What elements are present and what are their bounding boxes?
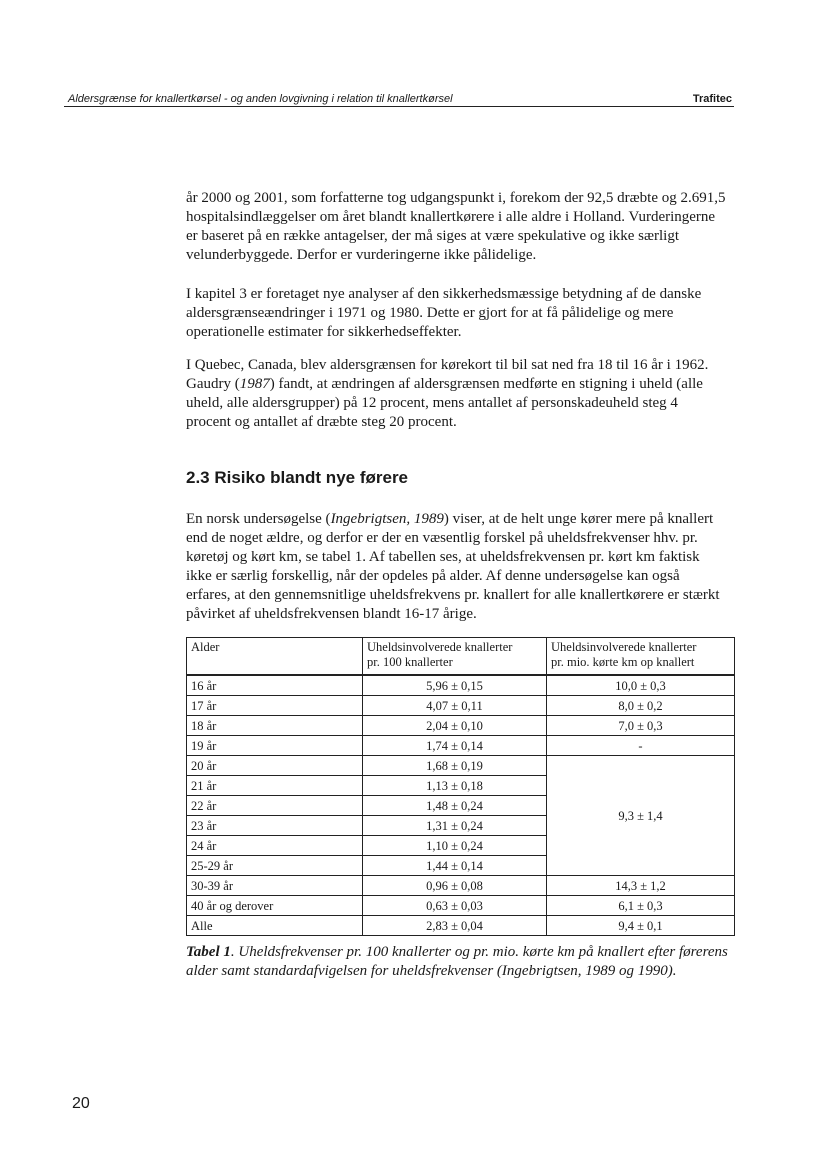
table-caption [186, 943, 731, 981]
table-row [187, 876, 735, 896]
paragraph-4-part-b: ) viser, at de helt unge kører mere på knallert end de noget ældre, og derfor er der en væsentlig forskel på uheldsfrekvenser hhv. pr. køretøj og kørt km, se tabel 1. Af tabellen ses, at uheldsfrekvensen pr. kørt km faktisk ikke er særlig forskellig, når der opdeles på alder. Af denne undersøgelse kan også erfares, at den gennemsnitlige uheldsfrekvens pr. knallert for alle knallertkørere er stærkt påvirket af uheldsfrekvensen blandt 16-17 årige. [186, 511, 720, 622]
cell-per-100: 1,10 ± 0,24 [363, 836, 547, 856]
table-row [187, 896, 735, 916]
header-per-mio-line2: pr. mio. kørte km op knallert [551, 655, 695, 669]
cell-per-100: 1,48 ± 0,24 [363, 796, 547, 816]
cell-per-100: 1,74 ± 0,14 [363, 736, 547, 756]
paragraph-3-text [186, 356, 726, 432]
paragraph-3-citation: 1987 [239, 376, 270, 392]
cell-per-100: 2,04 ± 0,10 [363, 716, 547, 736]
cell-age: 23 år [187, 816, 363, 836]
cell-per-mio: 10,0 ± 0,3 [547, 675, 735, 696]
cell-per-100: 1,13 ± 0,18 [363, 776, 547, 796]
cell-age: 16 år [187, 675, 363, 696]
header-publisher: Trafitec [692, 93, 732, 105]
paragraph-4 [186, 510, 726, 624]
cell-per-100: 1,44 ± 0,14 [363, 856, 547, 876]
cell-per-100: 1,31 ± 0,24 [363, 816, 547, 836]
cell-per-100: 2,83 ± 0,04 [363, 916, 547, 936]
cell-age: 19 år [187, 736, 363, 756]
cell-per-100: 0,63 ± 0,03 [363, 896, 547, 916]
cell-age: Alle [187, 916, 363, 936]
header-per-100-line1: Uheldsinvolverede knallerter [367, 640, 513, 654]
header-per-mio-km [547, 638, 735, 676]
cell-per-100: 1,68 ± 0,19 [363, 756, 547, 776]
cell-per-mio: 14,3 ± 1,2 [547, 876, 735, 896]
cell-per-100: 5,96 ± 0,15 [363, 675, 547, 696]
paragraph-3-part-a: I Quebec, Canada, blev aldersgrænsen for kørekort til bil sat ned fra 18 til 16 år i 1962. Gaudry ( [186, 357, 709, 392]
header-age: Alder [187, 638, 363, 676]
cell-per-mio: 8,0 ± 0,2 [547, 696, 735, 716]
table-row [187, 696, 735, 716]
cell-age: 22 år [187, 796, 363, 816]
header-per-100-line2: pr. 100 knallerter [367, 655, 453, 669]
table-row [187, 716, 735, 736]
caption-text: . Uheldsfrekvenser pr. 100 knallerter og pr. mio. kørte km på knallert efter førerens alder samt standardafvigelsen for uheldsfrekvenser (Ingebrigtsen, 1989 og 1990). [186, 944, 728, 979]
cell-per-100: 4,07 ± 0,11 [363, 696, 547, 716]
section-heading: 2.3 Risiko blandt nye førere [186, 468, 409, 487]
paragraph-1-text: år 2000 og 2001, som forfatterne tog udgangspunkt i, forekom der 92,5 dræbte og 2.691,5 hospitalsindlæggelser om året blandt knallertkørere i alle aldre i Holland. Vurderingerne er baseret på en række antagelser, der må siges at være spekulative og ikke særligt velunderbyggede. Derfor er vurderingerne ikke pålidelige. [186, 190, 726, 263]
table-row [187, 736, 735, 756]
table-row [187, 916, 735, 936]
table-row [187, 756, 735, 776]
page-number: 20 [72, 1095, 90, 1112]
cell-per-mio: - [547, 736, 735, 756]
cell-age: 20 år [187, 756, 363, 776]
accident-frequency-table [186, 637, 735, 936]
cell-per-mio: 6,1 ± 0,3 [547, 896, 735, 916]
cell-age: 21 år [187, 776, 363, 796]
paragraph-3-part-b: ) fandt, at ændringen af aldersgrænsen medførte en stigning i uheld (alle uheld, alle aldersgrupper) på 12 procent, mens antallet af personskadeuheld steg 4 procent og antallet af dræbte steg 20 procent. [186, 376, 703, 430]
cell-per-mio: 7,0 ± 0,3 [547, 716, 735, 736]
cell-per-mio: 9,4 ± 0,1 [547, 916, 735, 936]
header-per-mio-line1: Uheldsinvolverede knallerter [551, 640, 697, 654]
paragraph-4-citation: Ingebrigtsen, 1989 [330, 511, 444, 527]
caption-label: Tabel 1 [186, 944, 231, 960]
paragraph-2-text: I kapitel 3 er foretaget nye analyser af den sikkerhedsmæssige betydning af de danske aldersgrænseændringer i 1971 og 1980. Dette er gjort for at få pålidelige og mere operationelle estimater for sikkerhedseffekter. [186, 286, 702, 340]
paragraph-4-text [186, 510, 726, 624]
cell-age: 17 år [187, 696, 363, 716]
paragraph-2 [186, 285, 726, 342]
cell-age: 25-29 år [187, 856, 363, 876]
paragraph-3 [186, 356, 726, 432]
cell-per-100: 0,96 ± 0,08 [363, 876, 547, 896]
paragraph-4-part-a: En norsk undersøgelse ( [186, 511, 331, 527]
cell-age: 30-39 år [187, 876, 363, 896]
table-header-row [187, 638, 735, 676]
cell-age: 18 år [187, 716, 363, 736]
header-title: Aldersgrænse for knallertkørsel - og anden lovgivning i relation til knallertkørsel [68, 93, 453, 105]
cell-age: 40 år og derover [187, 896, 363, 916]
cell-per-mio-merged: 9,3 ± 1,4 [547, 756, 735, 876]
running-header [64, 90, 734, 107]
cell-age: 24 år [187, 836, 363, 856]
paragraph-1 [186, 189, 726, 265]
table-row [187, 675, 735, 696]
header-per-100 [363, 638, 547, 676]
